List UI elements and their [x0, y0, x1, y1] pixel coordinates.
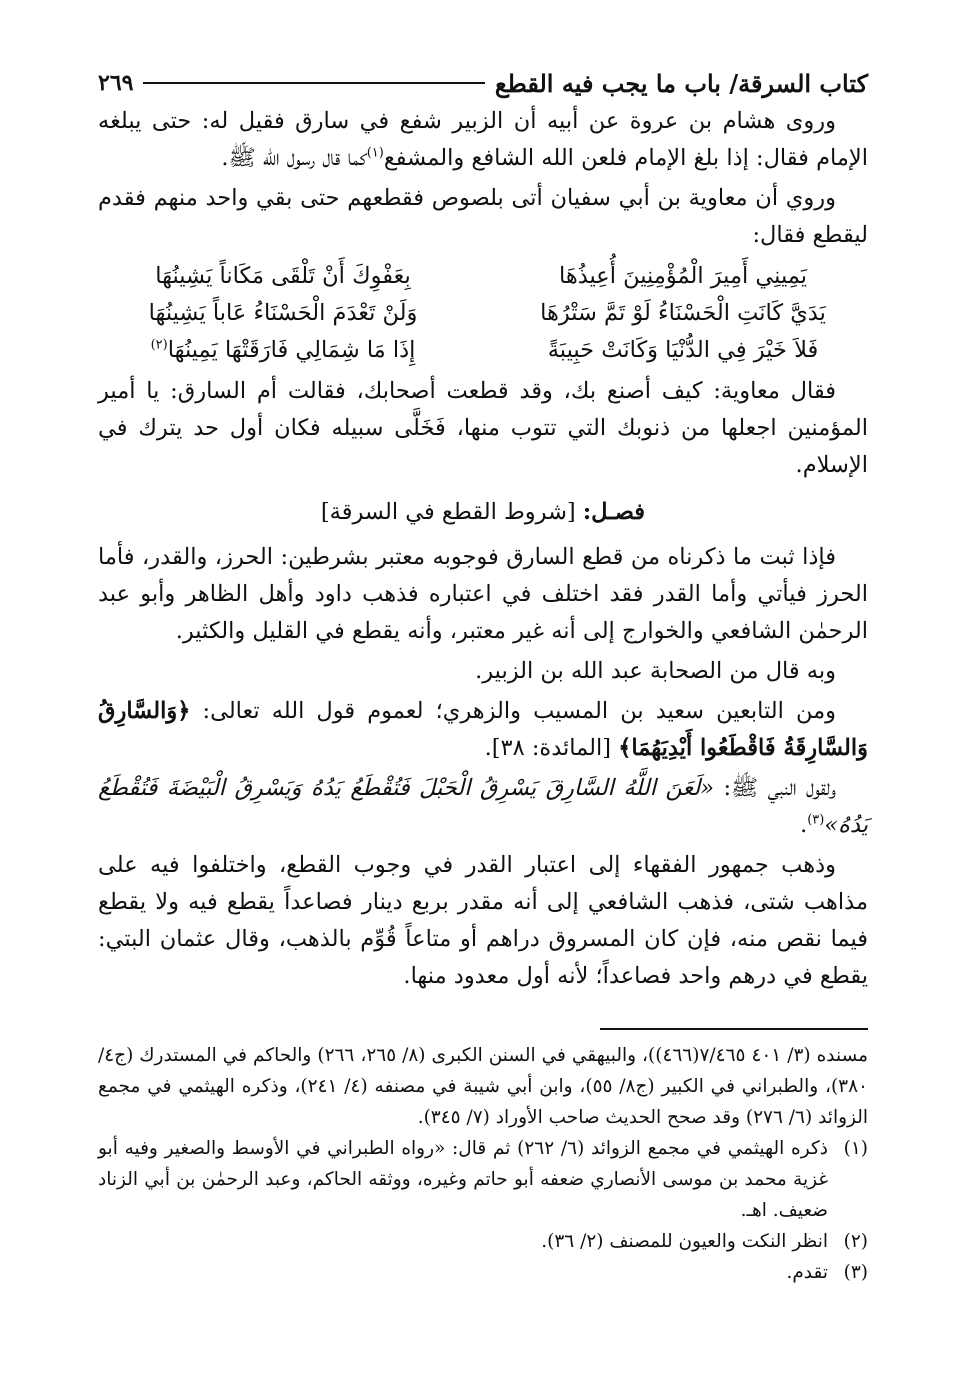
- main-text: [98, 103, 868, 998]
- header-rule: [143, 82, 484, 84]
- page-number: ٢٦٩: [98, 70, 134, 96]
- footnote: [98, 1257, 868, 1288]
- section-label: فصـل:: [582, 499, 646, 525]
- section-title: [شروط القطع في السرقة]: [320, 499, 576, 525]
- paragraph: وذهب جمهور الفقهاء إلى اعتبار القدر في وجوب القطع، واختلفوا فيه على مذاهب شتى، فذهب الشافعي إلى أنه مقدر بربع دينار فصاعداً يقطع فيه ولا يقطع فيما نقص منه، فإن كان المسروق دراهم أو متاعاً قُوِّم بالذهب، وقال عثمان البتي: يقطع في درهم واحد فصاعداً؛ لأنه أول معدود منها.: [98, 852, 868, 989]
- paragraph: فقال معاوية: كيف أصنع بك، وقد قطعت أصحابك، فقالت أم السارق: يا أمير المؤمنين اجعلها من ذنوبك التي تتوب منها، فَخَلَّى سبيله فكان أول حد يترك في الإسلام.: [98, 378, 868, 478]
- footnote-text: تقدم.: [786, 1262, 828, 1283]
- poem-verse: [98, 258, 868, 295]
- paragraph: وبه قال من الصحابة عبد الله بن الزبير.: [475, 658, 836, 684]
- paragraph: ولقول النبي ﷺ: «لَعَنَ اللَّهُ السَّارِقَ يَسْرِقُ الْحَبْلَ فَتُقْطَعُ يَدُهُ وَيَسْرِقُ الْبَيْضَةَ فَتُقْطَعُ يَدُهُ»$^{(٣)}$.: [98, 775, 868, 838]
- footnote-text: ذكره الهيثمي في مجمع الزوائد (٦/ ٢٦٢) ثم قال: «رواه الطبراني في الأوسط والصغير وفيه أبو غزية محمد بن موسى الأنصاري ضعفه أبو حاتم وغيره، ووثقه الحاكم، وعبد الرحمٰن بن أبي الزناد ضعيف. اهـ.: [98, 1138, 828, 1221]
- paragraph: وروى هشام بن عروة عن أبيه أن الزبير شفع في سارق فقيل له: حتى يبلغه الإمام فقال: إذا بلغ الإمام فلعن الله الشافع والمشفع$^{(١)}$كما قال رسول الله ﷺ.: [98, 108, 868, 171]
- section-heading: [98, 494, 868, 531]
- footnote-continuation: مسنده (٣/ ٤٠١ ٧/٤٦٥(٤٦٦))، والبيهقي في السنن الكبرى (٨/ ٢٦٥، ٢٦٦) والحاكم في المستدرك (ج٤/ ٣٨٠)، والطبراني في الكبير (ج٨/ ٥٥)، وابن أبي شيبة في مصنفه (٤/ ٢٤١)، وذكره الهيثمي في مجمع الزوائد (٦/ ٢٧٦) وقد صحح الحديث صاحب الأوراد (٧/ ٣٤٥).: [98, 1045, 868, 1128]
- quran-verse: ﴿وَالسَّارِقُ وَالسَّارِقَةُ فَاقْطَعُوا أَيْدِيَهُمَا﴾: [98, 698, 868, 761]
- footnote-ref[interactable]: (٣): [807, 812, 825, 828]
- poem-hemistich-left: إِذَا مَا شِمَالِي فَارَقَتْهَا يَمِينُهَا$^{(٢)}$: [150, 337, 416, 363]
- footnotes: [98, 1040, 868, 1288]
- poem-hemistich-right: يَدَيَّ كَانَتِ الْحَسْنَاءُ لَوْ تَمَّ سَتْرُهَا: [540, 300, 826, 326]
- footnote-number: (٣): [843, 1262, 868, 1283]
- footnote-ref[interactable]: (١): [366, 145, 384, 161]
- paragraph: وروي أن معاوية بن أبي سفيان أتى بلصوص فقطعهم حتى بقي واحد منهم فقدم ليقطع فقال:: [98, 185, 868, 248]
- paragraph: فإذا ثبت ما ذكرناه من قطع السارق فوجوبه معتبر بشرطين: الحرز، والقدر، فأما الحرز فيأتي وأما القدر فقد اختلف في اعتباره فذهب داود وأهل الظاهر وأبو عبد الرحمٰن الشافعي والخوارج إلى أنه غير معتبر، وأنه يقطع في القليل والكثير.: [98, 544, 868, 644]
- poem-verse: [98, 295, 868, 332]
- running-header: [98, 66, 868, 100]
- footnote: [98, 1226, 868, 1257]
- poem-hemistich-left: وَلَنْ تَعْدَمَ الْحَسْنَاءُ عَاباً يَشِينُهَا: [148, 300, 418, 326]
- poem-hemistich-right: فَلاَ خَيْرَ فِي الدُّنْيَا وَكَانَتْ حَبِيبَةً: [547, 337, 819, 363]
- poem-hemistich-right: يَمِينِي أَمِيرَ الْمُؤْمِنِينَ أُعِيذُهَا: [558, 263, 808, 289]
- paragraph: ومن التابعين سعيد بن المسيب والزهري؛ لعموم قول الله تعالى: ﴿وَالسَّارِقُ وَالسَّارِقَةُ فَاقْطَعُوا أَيْدِيَهُمَا﴾ [المائدة: ٣٨].: [98, 698, 868, 761]
- poem-verse: [98, 332, 868, 369]
- footnote-ref[interactable]: (٢): [150, 337, 168, 353]
- footnote-text: انظر النكت والعيون للمصنف (٢/ ٣٦).: [541, 1231, 828, 1252]
- footnote-number: (١): [843, 1138, 868, 1159]
- footnote-separator: [600, 1028, 868, 1030]
- poem-hemistich-left: بِعَفْوِكَ أَنْ تَلْقَى مَكَاناً يَشِينُهَا: [155, 263, 411, 289]
- footnote-number: (٢): [843, 1231, 868, 1252]
- hadith-quote: «لَعَنَ اللَّهُ السَّارِقَ يَسْرِقُ الْحَبْلَ فَتُقْطَعُ يَدُهُ وَيَسْرِقُ الْبَيْضَةَ فَتُقْطَعُ يَدُهُ»: [98, 775, 868, 838]
- poem: [98, 258, 868, 369]
- footnote: [98, 1133, 868, 1226]
- chapter-title: كتاب السرقة/ باب ما يجب فيه القطع: [494, 68, 868, 98]
